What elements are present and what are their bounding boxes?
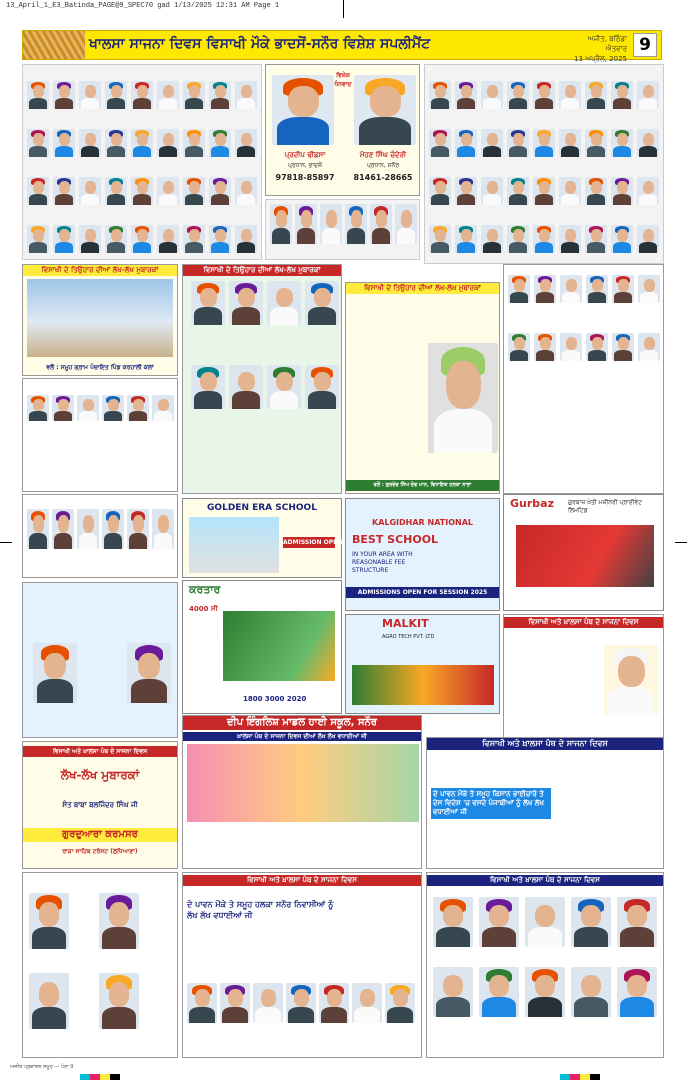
portrait-photo — [617, 897, 657, 947]
gurbaz-logo: Gurbaz — [510, 497, 554, 510]
portrait-photo — [429, 225, 451, 253]
team-sanour-wish — [182, 872, 422, 1058]
portrait-photo — [235, 177, 257, 205]
featured-left-name: ਪ੍ਰਦੀਪ ਢੀਂਡਸਾ — [284, 151, 326, 159]
best-school-title: BEST SCHOOL — [352, 533, 439, 546]
portrait-photo — [617, 967, 657, 1017]
portrait-photo — [433, 897, 473, 947]
portrait-photo — [395, 204, 417, 244]
portrait-photo — [53, 129, 75, 157]
portrait-photo — [27, 395, 49, 421]
color-bar-left — [80, 1074, 120, 1080]
portrait-photo — [507, 81, 529, 109]
portrait-photo — [637, 81, 659, 109]
portrait-photo — [157, 177, 179, 205]
deep-english-school — [182, 715, 422, 869]
portrait-photo — [131, 81, 153, 109]
portrait-photo — [131, 129, 153, 157]
malkit-subtitle: AGRO TECH PVT. LTD — [382, 634, 435, 640]
portrait-photo — [235, 129, 257, 157]
portrait-photo — [611, 129, 633, 157]
portrait-photo — [27, 129, 49, 157]
featured-portrait-right — [354, 75, 416, 145]
golden-era-building — [189, 517, 279, 573]
portrait-photo — [27, 509, 49, 549]
portrait-photo — [267, 281, 301, 325]
wish-from-karhali: ਵਲੋਂ : ਸਮੂਹ ਗ੍ਰਾਮ ਪੰਚਾਇਤ ਪਿੰਡ ਕਰਹਾਲੀ ਕਲਾਂ — [46, 364, 154, 371]
gurbaz-subtitle: ਗੁਰਬਾਜ਼ ਖੇਤੀ ਮਸ਼ੀਨਰੀ ਪ੍ਰਾਈਵੇਟ ਲਿਮਟਿਡ — [568, 499, 642, 514]
crop-mark-right — [675, 542, 687, 543]
khalsa-painting — [27, 279, 173, 357]
khalsa-sajna-header: ਵਿਸਾਖੀ ਅਤੇ ਖ਼ਾਲਸਾ ਪੰਥ ਦੇ ਸਾਜਨਾ ਦਿਵਸ — [504, 617, 663, 628]
portrait-photo — [385, 983, 415, 1023]
portrait-photo — [79, 225, 101, 253]
portrait-photo — [455, 225, 477, 253]
portrait-photo — [479, 967, 519, 1017]
sant-name: ਸੰਤ ਬਾਬਾ ਬਲਜਿੰਦਰ ਸਿੰਘ ਜੀ — [62, 801, 138, 809]
portrait-photo — [152, 509, 174, 549]
kartar-harvester-ad — [182, 580, 342, 714]
portrait-photo — [345, 204, 367, 244]
wishes-karnail — [22, 582, 178, 738]
crop-mark-left — [0, 542, 12, 543]
portrait-photo — [229, 365, 263, 409]
featured-right-name: ਮੋਹਣ ਸਿੰਘ ਚੰਦੇਰੀ — [359, 151, 407, 159]
portrait-photo — [455, 129, 477, 157]
gurdwara-subtitle: ਰਾੜਾ ਸਾਹਿਬ ਟਰੱਸਟ (ਲੁਧਿਆਣਾ) — [62, 848, 138, 855]
portrait-photo — [585, 225, 607, 253]
featured-left-phone: 97818-85897 — [275, 173, 335, 182]
portrait-photo — [508, 333, 530, 361]
gurdwara-name: ਗੁਰਦੁਆਰਾ ਕਰਮਸਰ — [23, 828, 177, 842]
portrait-photo — [105, 225, 127, 253]
portrait-photo — [571, 897, 611, 947]
portrait-photo — [183, 225, 205, 253]
portrait-photo — [507, 177, 529, 205]
wishes-family — [182, 264, 342, 494]
portrait-photo — [102, 395, 124, 421]
portrait-photo — [585, 129, 607, 157]
portrait-photo — [571, 967, 611, 1017]
portrait-photo — [611, 177, 633, 205]
portrait-photo — [79, 129, 101, 157]
portrait-photo — [586, 333, 608, 361]
portrait-grid-right — [424, 64, 664, 264]
wishes-mla — [345, 282, 500, 494]
golden-era-school-ad — [182, 498, 342, 578]
baba-portrait — [604, 645, 658, 715]
page-footer: ਅਜੀਤ ਪ੍ਰਕਾਸ਼ਨ ਸਮੂਹ — ਪੰਨਾ 9 — [10, 1064, 74, 1070]
portrait-photo — [187, 983, 217, 1023]
bottom-right-header: ਵਿਸਾਖੀ ਅਤੇ ਖ਼ਾਲਸਾ ਪੰਥ ਦੇ ਸਾਜਨਾ ਦਿਵਸ — [427, 875, 663, 886]
portrait-photo — [27, 225, 49, 253]
portrait-photo — [455, 177, 477, 205]
portrait-photo — [191, 365, 225, 409]
wishes-committee — [22, 494, 178, 578]
featured-right-role: ਪ੍ਰਧਾਨ, ਸਨੌਰ — [366, 162, 400, 169]
portrait-photo — [507, 225, 529, 253]
portrait-photo — [611, 81, 633, 109]
portrait-photo — [286, 983, 316, 1023]
portrait-photo — [105, 81, 127, 109]
from-gurdev-mann: ਵਲੋਂ : ਗੁਰਦੇਵ ਸਿੰਘ ਦੇਵ ਮਾਨ, ਵਿਧਾਇਕ ਹਲਕਾ ਨਾਭਾ — [346, 480, 499, 491]
portrait-photo — [481, 129, 503, 157]
portrait-grid-left — [22, 64, 262, 260]
portrait-photo — [429, 177, 451, 205]
malkit-agro-ad — [345, 614, 500, 714]
portrait-photo — [481, 225, 503, 253]
portrait-photo — [52, 395, 74, 421]
portrait-photo — [52, 509, 74, 549]
portrait-photo — [559, 129, 581, 157]
portrait-photo — [429, 129, 451, 157]
portrait-photo — [270, 204, 292, 244]
portrait-photo — [235, 81, 257, 109]
portrait-photo — [534, 275, 556, 303]
portrait-photo — [267, 365, 301, 409]
gurdwara-wish — [22, 741, 178, 869]
supplement-title: ਖਾਲਸਾ ਸਾਜਨਾ ਦਿਵਸ ਵਿਸਾਖੀ ਮੌਕੇ ਭਾਦਸੋਂ-ਸਨੌਰ ਵਿਸ਼ੇਸ਼ ਸਪਲੀਮੈਂਟ — [89, 36, 431, 52]
portrait-photo — [99, 973, 139, 1029]
portrait-photo — [612, 275, 634, 303]
portrait-photo — [611, 225, 633, 253]
mubarakan-text: ਲੱਖ-ਲੱਖ ਮੁਬਾਰਕਾਂ — [60, 768, 140, 782]
portrait-photo — [533, 225, 555, 253]
featured-badge: ਵਿਸ਼ੇਸ਼ ਧੰਨਵਾਦ — [334, 72, 352, 88]
portrait-photo — [560, 275, 582, 303]
gurbaz-machinery-ad — [503, 494, 664, 611]
malkit-machines-image — [352, 665, 494, 705]
portrait-photo — [479, 897, 519, 947]
khalsa-sajna-right — [503, 614, 664, 738]
edition-day: ਐਤਵਾਰ — [605, 45, 627, 53]
portrait-photo — [637, 129, 659, 157]
portrait-photo — [481, 81, 503, 109]
wishes-right-column — [503, 264, 664, 494]
portrait-photo — [352, 983, 382, 1023]
portrait-photo — [481, 177, 503, 205]
portrait-photo — [99, 893, 139, 949]
portrait-photo — [27, 177, 49, 205]
wish-header-2: ਵਿਸਾਖੀ ਦੇ ਤਿਉਹਾਰ ਦੀਆਂ ਲੱਖ-ਲੱਖ ਮੁਬਾਰਕਾਂ — [183, 265, 341, 276]
portrait-photo — [585, 81, 607, 109]
admissions-open-banner: ADMISSIONS OPEN FOR SESSION 2025 — [346, 587, 499, 598]
kisan-wish — [426, 737, 664, 869]
portrait-photo — [525, 897, 565, 947]
portrait-photo — [637, 225, 659, 253]
gurdwara-header: ਵਿਸਾਖੀ ਅਤੇ ਖ਼ਾਲਸਾ ਪੰਥ ਦੇ ਸਾਜਨਾ ਦਿਵਸ — [23, 746, 177, 757]
portrait-photo — [152, 395, 174, 421]
wish-header-1: ਵਿਸਾਖੀ ਦੇ ਤਿਉਹਾਰ ਦੀਆਂ ਲੱਖ-ਲੱਖ ਮੁਬਾਰਕਾਂ — [23, 265, 177, 276]
portrait-photo — [131, 177, 153, 205]
portrait-photo — [533, 81, 555, 109]
print-slug-line: 13_April_1_E3_Batinda_PAGE@9_SPEC70 gad 1/13/2025 12:31 AM Page 1 — [6, 2, 280, 10]
admission-open-badge: ADMISSION OPEN — [283, 539, 343, 546]
portrait-photo — [305, 281, 339, 325]
portrait-photo — [507, 129, 529, 157]
portrait-photo — [105, 177, 127, 205]
wishes-panchayat — [22, 378, 178, 492]
portrait-photo — [534, 333, 556, 361]
mla-portrait — [428, 343, 498, 453]
portrait-photo — [559, 225, 581, 253]
portrait-photo — [253, 983, 283, 1023]
portrait-photo — [319, 983, 349, 1023]
supplement-masthead — [22, 30, 662, 63]
portrait-photo — [508, 275, 530, 303]
malkit-logo: MALKIT — [382, 617, 429, 630]
wishes-sarpanch — [22, 872, 178, 1058]
harvester-machine-image — [516, 525, 654, 587]
portrait-photo — [229, 281, 263, 325]
kisan-message: ਦੇ ਪਾਵਨ ਮੌਕੇ ਤੇ ਸਮੂਹ ਕਿਸਾਨ ਭਾਈਚਾਰੇ ਤੇ ਦੇਸ ਵਿਦੇਸ਼ 'ਚ ਵਸਦੇ ਪੰਜਾਬੀਆਂ ਨੂੰ ਲੱਖ ਲੱਖ ਵਧਾਈਆਂ ਜੀ — [431, 788, 551, 819]
featured-right-phone: 81461-28665 — [353, 173, 413, 182]
portrait-photo — [209, 177, 231, 205]
portrait-photo — [127, 395, 149, 421]
kalgidhar-school-ad — [345, 498, 500, 611]
portrait-photo — [33, 643, 77, 703]
portrait-photo — [235, 225, 257, 253]
portrait-photo — [53, 81, 75, 109]
color-bar-right — [560, 1074, 600, 1080]
wishes-karhali — [22, 264, 178, 376]
portrait-photo — [131, 225, 153, 253]
portrait-photo — [209, 129, 231, 157]
portrait-photo — [429, 81, 451, 109]
school-subheading: ਖ਼ਾਲਸਾ ਪੰਥ ਦੇ ਸਾਜਨਾ ਦਿਵਸ ਦੀਆਂ ਲੱਖ ਲੱਖ ਵਧਾਈਆਂ ਜੀ — [183, 732, 421, 741]
featured-portrait-left — [272, 75, 334, 145]
team-message: ਦੇ ਪਾਵਨ ਮੌਕੇ ਤੇ ਸਮੂਹ ਹਲਕਾ ਸਨੌਰ ਨਿਵਾਸੀਆਂ ਨੂੰ ਲੱਖ ਲੱਖ ਵਧਾਈਆਂ ਜੀ — [187, 900, 334, 920]
portrait-photo — [157, 129, 179, 157]
portrait-photo — [79, 177, 101, 205]
school-heading: ਦੀਪ ਇੰਗਲਿਸ਼ ਮਾਡਲ ਹਾਈ ਸਕੂਲ, ਸਨੌਰ — [183, 716, 421, 730]
portrait-photo — [157, 225, 179, 253]
portrait-photo — [533, 177, 555, 205]
portrait-photo — [29, 973, 69, 1029]
school-event-photo — [187, 744, 419, 822]
portrait-photo — [433, 967, 473, 1017]
wheat-illustration — [23, 31, 85, 59]
portrait-photo — [102, 509, 124, 549]
portrait-photo — [637, 177, 659, 205]
edition-info — [574, 34, 627, 64]
portrait-photo — [157, 81, 179, 109]
portrait-photo — [77, 395, 99, 421]
featured-left-role: ਪ੍ਰਧਾਨ, ਭਾਦਸੋਂ — [287, 162, 322, 169]
portrait-photo — [127, 643, 171, 703]
portrait-photo — [209, 81, 231, 109]
khalsa-wish-bottom-right — [426, 872, 664, 1058]
portrait-photo — [183, 177, 205, 205]
portrait-photo — [320, 204, 342, 244]
kartar-harvester-image — [223, 611, 335, 681]
portrait-photo — [127, 509, 149, 549]
portrait-photo — [295, 204, 317, 244]
portrait-photo — [559, 177, 581, 205]
portrait-photo — [77, 509, 99, 549]
portrait-photo — [585, 177, 607, 205]
portrait-photo — [183, 129, 205, 157]
portrait-photo — [586, 275, 608, 303]
edition-name: ਅਜੀਤ, ਬਠਿੰਡਾ — [587, 35, 627, 43]
kalgidhar-title: KALGIDHAR NATIONAL — [372, 518, 473, 527]
portrait-photo — [638, 333, 660, 361]
portrait-photo — [183, 81, 205, 109]
portrait-photo — [525, 967, 565, 1017]
portrait-photo — [220, 983, 250, 1023]
portrait-photo — [209, 225, 231, 253]
portrait-photo — [638, 275, 660, 303]
portrait-photo — [79, 81, 101, 109]
team-header: ਵਿਸਾਖੀ ਅਤੇ ਖ਼ਾਲਸਾ ਪੰਥ ਦੇ ਸਾਜਨਾ ਦਿਵਸ — [183, 875, 421, 886]
page-number: 9 — [633, 33, 657, 57]
portrait-photo — [105, 129, 127, 157]
edition-date: 13 ਅਪ੍ਰੈਲ, 2025 — [573, 55, 627, 63]
portrait-photo — [455, 81, 477, 109]
portrait-photo — [533, 129, 555, 157]
portrait-photo — [559, 81, 581, 109]
portrait-photo — [612, 333, 634, 361]
golden-era-title: GOLDEN ERA SCHOOL — [207, 503, 317, 513]
kisan-header: ਵਿਸਾਖੀ ਅਤੇ ਖ਼ਾਲਸਾ ਪੰਥ ਦੇ ਸਾਜਨਾ ਦਿਵਸ — [427, 738, 663, 750]
portrait-photo — [29, 893, 69, 949]
wish-header-mla: ਵਿਸਾਖੀ ਦੇ ਤਿਉਹਾਰ ਦੀਆਂ ਲੱਖ-ਲੱਖ ਮੁਬਾਰਕਾਂ — [346, 283, 499, 294]
featured-leaders — [265, 64, 420, 196]
best-school-sub: IN YOUR AREA WITH REASONABLE FEE STRUCTURE — [352, 551, 413, 574]
portrait-photo — [305, 365, 339, 409]
portrait-photo — [370, 204, 392, 244]
portrait-photo — [560, 333, 582, 361]
portrait-photo — [53, 177, 75, 205]
portrait-photo — [27, 81, 49, 109]
kartar-phone: 1800 3000 2020 — [243, 695, 307, 703]
portrait-photo — [53, 225, 75, 253]
kartar-logo: ਕਰਤਾਰ — [189, 583, 221, 596]
portrait-grid-center — [265, 199, 420, 260]
portrait-photo — [191, 281, 225, 325]
crop-mark-top — [343, 0, 344, 18]
kartar-price: 4000 ਸੀ — [189, 605, 218, 613]
